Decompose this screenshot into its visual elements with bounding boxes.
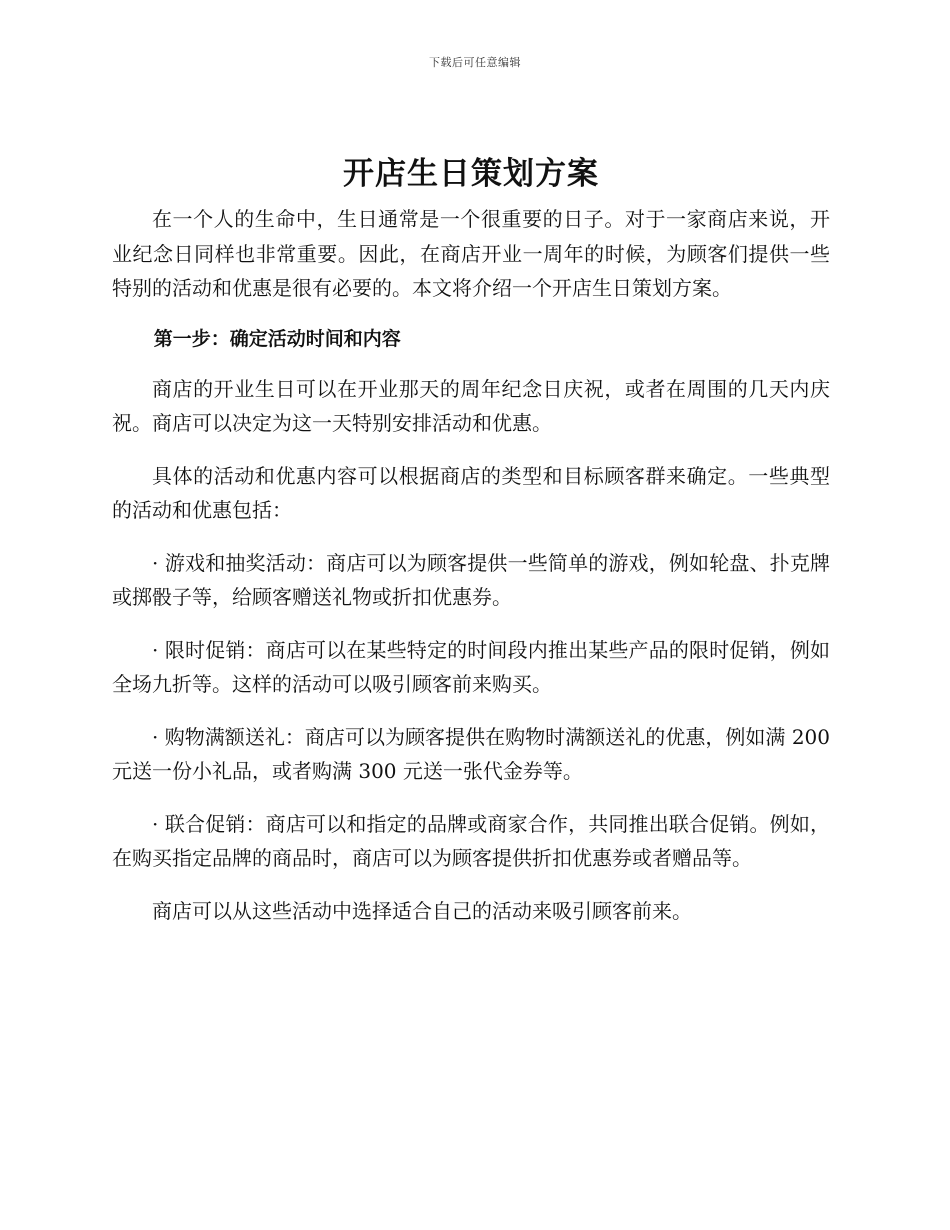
paragraph: 具体的活动和优惠内容可以根据商店的类型和目标顾客群来确定。一些典型的活动和优惠包括： [112,463,830,522]
document-body [112,148,830,928]
bullet-item: · 联合促销：商店可以和指定的品牌或商家合作，共同推出联合促销。例如，在购买指定品牌的商品时，商店可以为顾客提供折扣优惠券或者赠品等。 [112,811,830,870]
intro-paragraph: 在一个人的生命中，生日通常是一个很重要的日子。对于一家商店来说，开业纪念日同样也非常重要。因此，在商店开业一周年的时候，为顾客们提供一些特别的活动和优惠是很有必要的。本文将介绍一个开店生日策划方案。 [112,207,830,300]
step-heading: 第一步：确定活动时间和内容 [153,327,401,350]
header-note: 下载后可任意编辑 [429,56,521,69]
bullet-item: · 限时促销：商店可以在某些特定的时间段内推出某些产品的限时促销，例如全场九折等。这样的活动可以吸引顾客前来购买。 [112,637,830,696]
paragraph: 商店的开业生日可以在开业那天的周年纪念日庆祝，或者在周围的几天内庆祝。商店可以决定为这一天特别安排活动和优惠。 [112,376,830,435]
document-title: 开店生日策划方案 [343,156,599,192]
closing-paragraph: 商店可以从这些活动中选择适合自己的活动来吸引顾客前来。 [152,898,692,923]
bullet-item: · 购物满额送礼：商店可以为顾客提供在购物时满额送礼的优惠，例如满 200 元送一份小礼品，或者购满 300 元送一张代金券等。 [112,724,830,783]
bullet-item: · 游戏和抽奖活动：商店可以为顾客提供一些简单的游戏，例如轮盘、扑克牌或掷骰子等，给顾客赠送礼物或折扣优惠券。 [112,550,830,609]
